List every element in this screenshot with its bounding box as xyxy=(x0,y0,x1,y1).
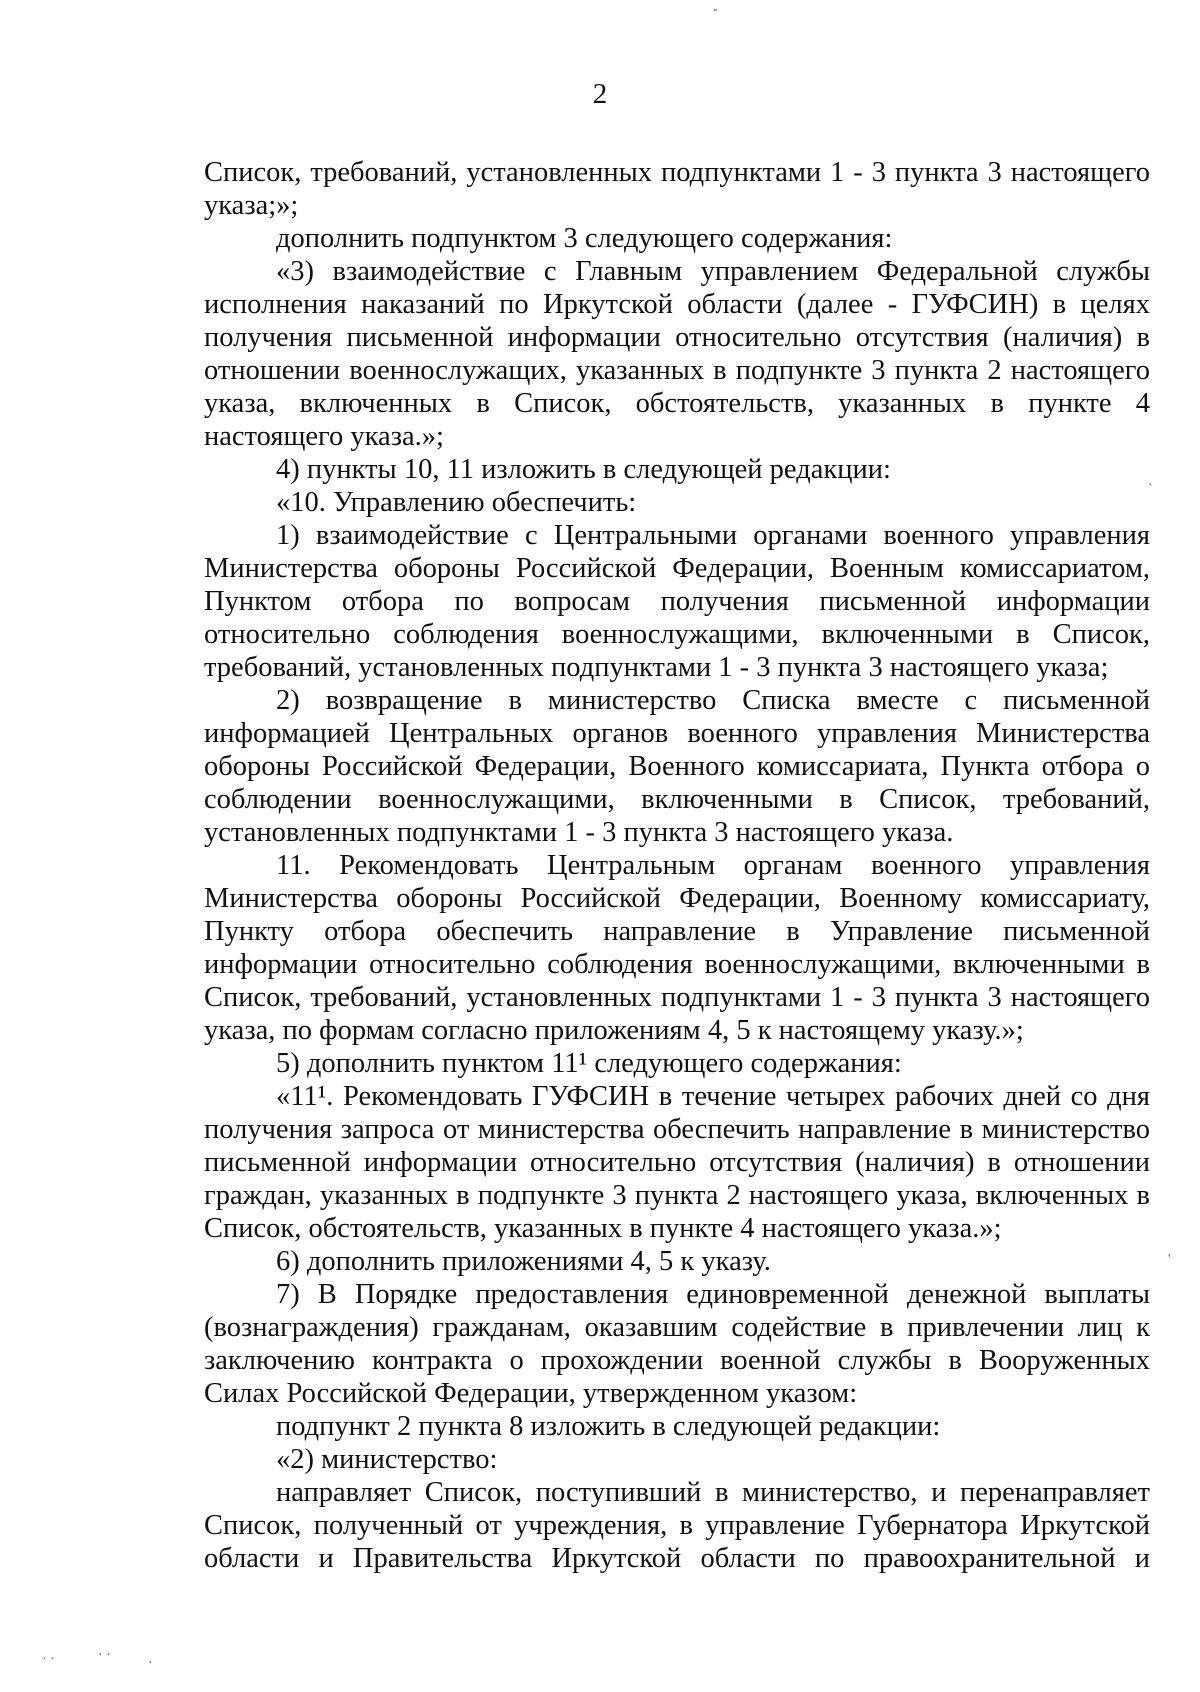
paragraph: подпункт 2 пункта 8 изложить в следующей редакции: xyxy=(276,1411,941,1442)
paragraph: 4) пункты 10, 11 изложить в следующей редакции: xyxy=(276,454,891,485)
paragraph: направляет Список, поступивший в министерство, и перенаправляет Список, полученный от учреждения, в управление Губернатора Иркутской области и Правительства Иркутской области по правоохранительной и xyxy=(204,1477,1150,1574)
paragraph: 6) дополнить приложениями 4, 5 к указу. xyxy=(276,1246,771,1277)
paragraph: Список, требований, установленных подпунктами 1 - 3 пункта 3 настоящего указа;»; xyxy=(204,157,1150,221)
paragraph: «11¹. Рекомендовать ГУФСИН в течение четырех рабочих дней со дня получения запроса от министерства обеспечить направление в министерство письменной информации относительно отсутствия (наличия) в отношении граждан, указанных в подпункте 3 пункта 2 настоящего указа, включенных в Список, обстоятельств, указанных в пункте 4 настоящего указа.»; xyxy=(204,1081,1150,1244)
paragraph: «2) министерство: xyxy=(276,1444,498,1475)
scan-speck: ` xyxy=(1148,482,1153,497)
paragraph: дополнить подпунктом 3 следующего содержания: xyxy=(276,223,893,254)
paragraph: 7) В Порядке предоставления единовременной денежной выплаты (вознаграждения) гражданам, оказавшим содействие в привлечении лиц к заключению контракта о прохождении военной службы в Вооруженных Силах Российской Федерации, утвержденном указом: xyxy=(204,1279,1150,1409)
scan-speck: · · xyxy=(42,1652,55,1667)
page-number: 2 xyxy=(592,78,608,110)
paragraph: 11. Рекомендовать Центральным органам военного управления Министерства обороны Российской Федерации, Военному комиссариату, Пункту отбора обеспечить направление в Управление письменной информации относительно соблюдения военнослужащими, включенными в Список, требований, установленных подпунктами 1 - 3 пункта 3 настоящего указа, по формам согласно приложениям 4, 5 к настоящему указу.»; xyxy=(204,850,1150,1046)
paragraph: «3) взаимодействие с Главным управлением Федеральной службы исполнения наказаний по Иркутской области (далее - ГУФСИН) в целях получения письменной информации относительно отсутствия (наличия) в отношении военнослужащих, указанных в подпункте 3 пункта 2 настоящего указа, включенных в Список, обстоятельств, указанных в пункте 4 настоящего указа.»; xyxy=(204,256,1150,452)
paragraph: «10. Управлению обеспечить: xyxy=(276,487,637,518)
paragraph: 1) взаимодействие с Центральными органами военного управления Министерства обороны Российской Федерации, Военным комиссариатом, Пунктом отбора по вопросам получения письменной информации относительно соблюдения военнослужащими, включенными в Список, требований, установленных подпунктами 1 - 3 пункта 3 настоящего указа; xyxy=(204,520,1150,683)
paragraph: 2) возвращение в министерство Списка вместе с письменной информацией Центральных органов военного управления Министерства обороны Российской Федерации, Военного комиссариата, Пункта отбора о соблюдении военнослужащими, включенными в Список, требований, установленных подпунктами 1 - 3 пункта 3 настоящего указа. xyxy=(204,685,1150,848)
scan-speck: · · xyxy=(98,1648,111,1663)
scan-speck: - xyxy=(713,2,718,17)
scan-speck: ' xyxy=(1168,1252,1171,1267)
paragraph: 5) дополнить пунктом 11¹ следующего содержания: xyxy=(276,1048,902,1079)
scan-speck: · xyxy=(148,1656,153,1671)
document-body xyxy=(204,156,1150,1575)
